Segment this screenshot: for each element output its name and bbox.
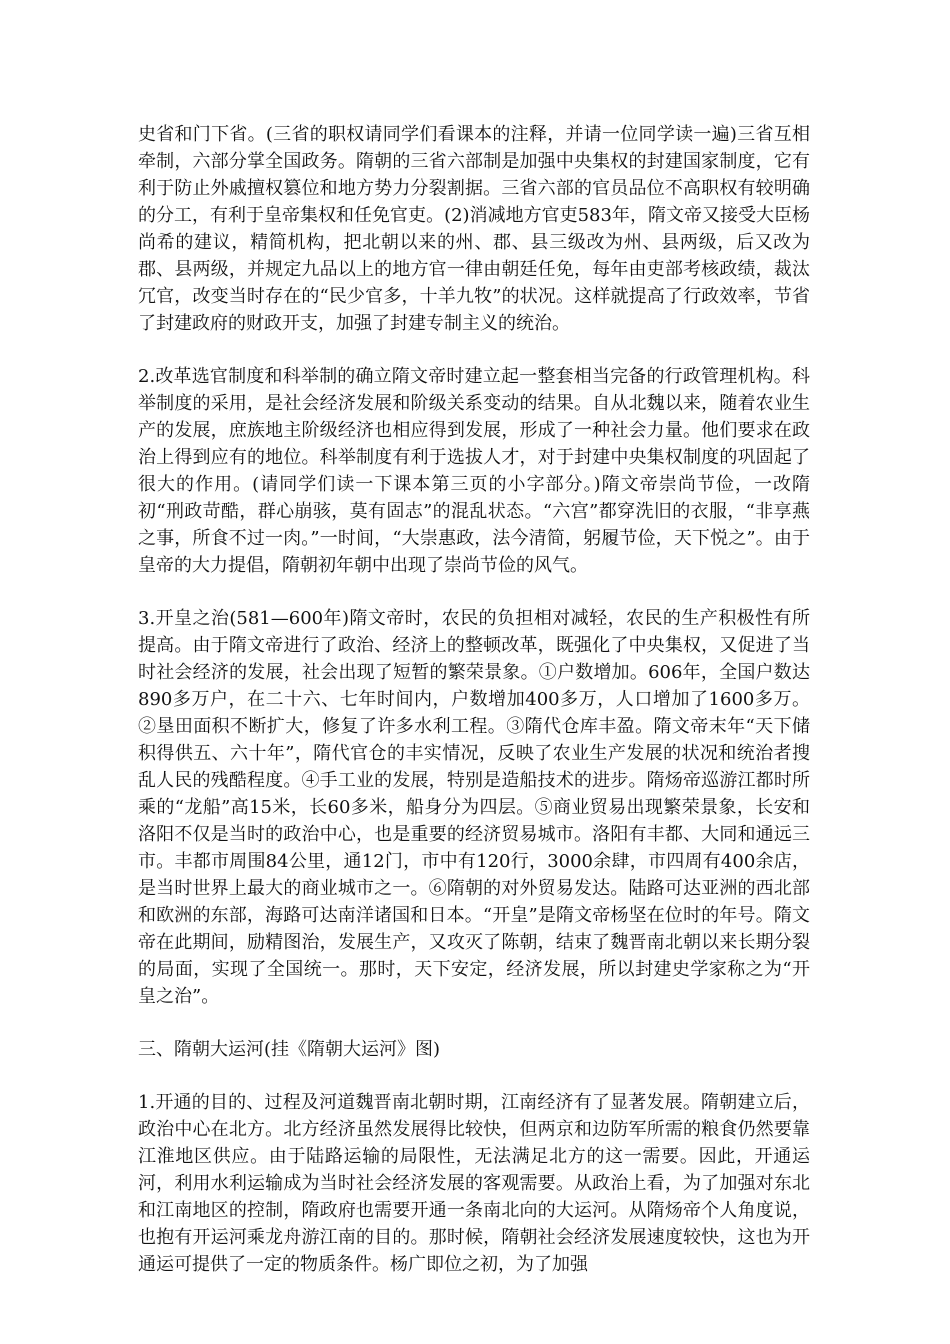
document-body [138,121,810,1304]
paragraph-three-departments: 史省和门下省。(三省的职权请同学们看课本的注释，并请一位同学读一遍)三省互相牵制，六部分掌全国政务。隋朝的三省六部制是加强中央集权的封建国家制度，它有利于防止外戚擅权篡位和地方势力分裂割据。三省六部的官员品位不高职权有较明确的分工，有利于皇帝集权和任免官吏。(2)消减地方官吏583年，隋文帝又接受大臣杨尚希的建议，精简机构，把北朝以来的州、郡、县三级改为州、县两级，后又改为郡、县两级，并规定九品以上的地方官一律由朝廷任免，每年由吏部考核政绩，裁汰冗官，改变当时存在的“民少官多，十羊九牧”的状况。这样就提高了行政效率，节省了封建政府的财政开支，加强了封建专制主义的统治。 [138,124,810,334]
section-heading-grand-canal: 三、隋朝大运河(挂《隋朝大运河》图) [138,1039,441,1060]
paragraph-kaihuang-rule: 3.开皇之治(581—600年)隋文帝时，农民的负担相对减轻，农民的生产积极性有所提高。由于隋文帝进行了政治、经济上的整顿改革，既强化了中央集权，又促进了当时社会经济的发展，社会出现了短暂的繁荣景象。①户数增加。606年，全国户数达890多万户，在二十六、七年时间内，户数增加400多万，人口增加了1600多万。②垦田面积不断扩大，修复了许多水利工程。③隋代仓库丰盈。隋文帝末年“天下储积得供五、六十年”，隋代官仓的丰实情况，反映了农业生产发展的状况和统治者搜乱人民的残酷程度。④手工业的发展，特别是造船技术的进步。隋炀帝巡游江都时所乘的“龙船”高15米，长60多米，船身分为四层。⑤商业贸易出现繁荣景象，长安和洛阳不仅是当时的政治中心，也是重要的经济贸易城市。洛阳有丰都、大同和通远三市。丰都市周围84公里，通12门，市中有120行，3000余肆，市四周有400余店，是当时世界上最大的商业城市之一。⑥隋朝的对外贸易发达。陆路可达亚洲的西北部和欧洲的东部，海路可达南洋诸国和日本。“开皇”是隋文帝杨坚在位时的年号。隋文帝在此期间，励精图治，发展生产，又攻灭了陈朝，结束了魏晋南北朝以来长期分裂的局面，实现了全国统一。那时，天下安定，经济发展，所以封建史学家称之为“开皇之治”。 [138,608,810,1007]
paragraph-imperial-examination: 2.改革选官制度和科举制的确立隋文帝时建立起一整套相当完备的行政管理机构。科举制度的采用，是社会经济发展和阶级关系变动的结果。自从北魏以来，随着农业生产的发展，庶族地主阶级经济也相应得到发展，形成了一种社会力量。他们要求在政治上得到应有的地位。科举制度有利于选拔人才，对于封建中央集权制度的巩固起了很大的作用。(请同学们读一下课本第三页的小字部分。)隋文帝崇尚节俭，一改隋初“刑政苛酷，群心崩骇，莫有固志”的混乱状态。“六宫”都穿洗旧的衣服，“非享燕之事，所食不过一肉。”一时间，“大崇惠政，法今清简，躬履节俭，天下悦之”。由于皇帝的大力提倡，隋朝初年朝中出现了崇尚节俭的风气。 [138,366,810,576]
paragraph-canal-purpose: 1.开通的目的、过程及河道魏晋南北朝时期，江南经济有了显著发展。隋朝建立后，政治中心在北方。北方经济虽然发展得比较快，但两京和边防军所需的粮食仍然要靠江淮地区供应。由于陆路运输的局限性，无法满足北方的这一需要。因此，开通运河，利用水利运输成为当时社会经济发展的客观需要。从政治上看，为了加强对东北和江南地区的控制，隋政府也需要开通一条南北向的大运河。从隋炀帝个人角度说，也抱有开运河乘龙舟游江南的目的。那时候，隋朝社会经济发展速度较快，这也为开通运可提供了一定的物质条件。杨广即位之初，为了加强 [138,1092,810,1275]
